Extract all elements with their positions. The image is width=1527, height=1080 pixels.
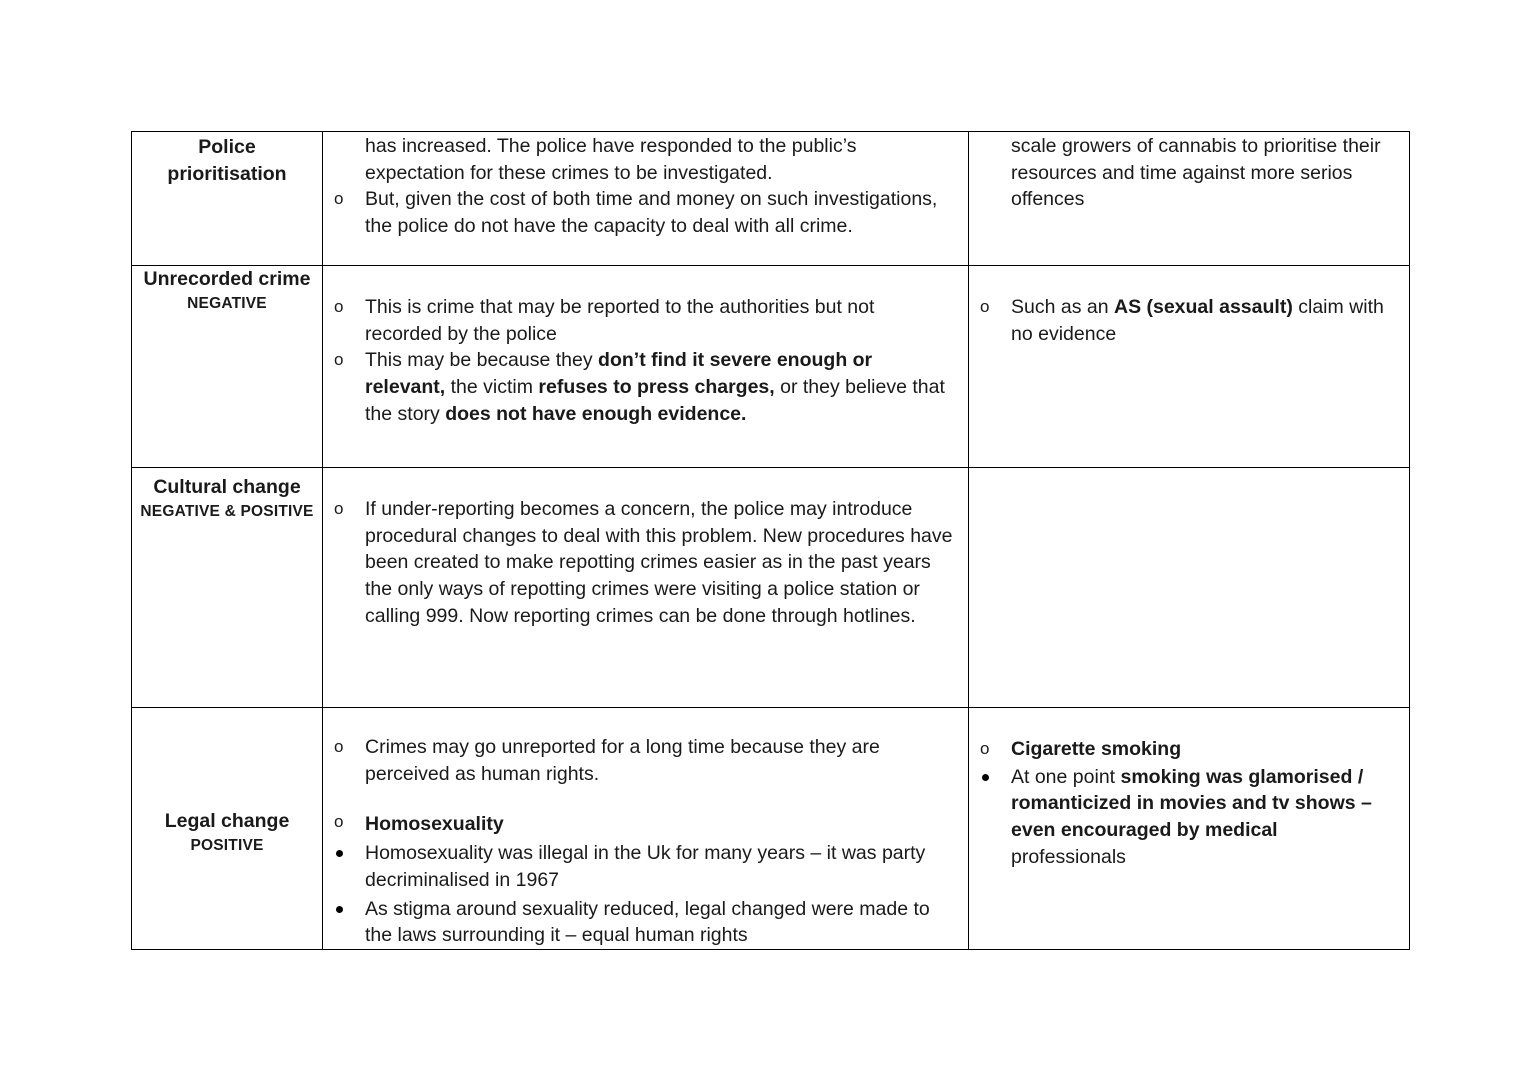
list-item: o If under-reporting becomes a concern, the police may introduce procedural changes to deal with this problem. New procedures have been created to make repotting crimes easier as in the past years the only ways of repotting crimes were visiting a police station or calling 999. Now reporting crimes can be done through hotlines. — [365, 496, 956, 630]
list-item — [365, 809, 956, 838]
explanation-cell — [323, 132, 969, 266]
row-label-cell — [132, 708, 323, 950]
bold-text-run: AS (sexual assault) — [1113, 296, 1293, 318]
bold-text-run: smoking was glamorised / romanticized in movies and tv shows – even encouraged by medical — [1011, 765, 1372, 842]
row-label-cell — [132, 468, 323, 708]
row-label-title: Unrecorded crime — [143, 268, 311, 290]
row-label-title: Legal change — [164, 810, 290, 832]
explanation-cell — [323, 266, 969, 468]
continued-text: has increased. The police have responded to the public’s expectation for these crimes to be investigated. — [365, 135, 857, 184]
sub-list-item: As stigma around sexuality reduced, legal changed were made to the laws surrounding it – equal human rights — [332, 896, 956, 949]
row-label-title-line2: prioritisation — [167, 163, 287, 185]
list-heading: Cigarette smoking — [1011, 738, 1182, 760]
example-cell — [969, 132, 1410, 266]
list-item — [365, 347, 956, 427]
table-row-unrecorded-crime — [132, 266, 1410, 468]
row-label-cell — [132, 266, 323, 468]
list-item: o But, given the cost of both time and money on such investigations, the police do not have the capacity to deal with all crime. — [365, 186, 956, 239]
table-row-police-prioritisation — [132, 132, 1410, 266]
text-run: or they believe that the story — [365, 376, 945, 425]
example-cell — [969, 708, 1410, 950]
row-label-tag: NEGATIVE — [187, 295, 267, 312]
list-item — [1011, 736, 1397, 763]
row-label-cell — [132, 132, 323, 266]
text-run: the victim — [445, 376, 539, 399]
explanation-cell — [323, 708, 969, 950]
list-heading: Homosexuality — [365, 813, 504, 836]
row-label-tag: NEGATIVE & POSITIVE — [140, 503, 314, 520]
row-label-tag: POSITIVE — [190, 837, 264, 854]
row-label-title-line1: Police — [198, 136, 256, 158]
row-label-title: Cultural change — [153, 476, 301, 498]
bold-text-run: refuses to press charges, — [538, 376, 775, 399]
continued-text: scale growers of cannabis to prioritise their resources and time against more serios offences — [1011, 135, 1381, 211]
list-item: o This is crime that may be reported to the authorities but not recorded by the police — [365, 294, 956, 347]
text-run: This may be because they — [365, 349, 599, 372]
text-run: At one point — [1011, 765, 1121, 788]
table-row-legal-change — [132, 708, 1410, 950]
example-cell — [969, 468, 1410, 708]
text-run: professionals — [1011, 845, 1126, 868]
example-cell — [969, 266, 1410, 468]
list-item — [1011, 294, 1397, 347]
notes-table — [131, 131, 1410, 950]
explanation-cell — [323, 468, 969, 708]
bold-text-run: don’t find it severe enough or relevant, — [365, 349, 873, 399]
text-run: Such as an — [1011, 296, 1114, 318]
list-item: o Crimes may go unreported for a long time because they are perceived as human rights. — [365, 734, 956, 787]
table-row-cultural-change — [132, 468, 1410, 708]
sub-list-item: Homosexuality was illegal in the Uk for many years – it was party decriminalised in 1967 — [332, 840, 956, 893]
bold-text-run: does not have enough evidence. — [445, 402, 747, 425]
sub-list-item — [978, 764, 1397, 871]
text-run: claim with no evidence — [1011, 296, 1384, 345]
